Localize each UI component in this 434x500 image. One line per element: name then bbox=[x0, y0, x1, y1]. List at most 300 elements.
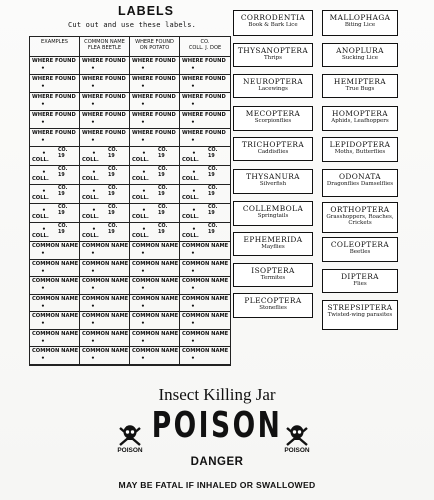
co-text: CO. bbox=[208, 186, 218, 191]
common-name-label bbox=[80, 347, 130, 364]
where-found-text: WHERE FOUND bbox=[182, 76, 226, 82]
order-label-coleoptera bbox=[322, 237, 398, 262]
bullet: • bbox=[141, 337, 145, 345]
common-name-text: COMMON NAME bbox=[82, 313, 129, 319]
common-name-text: COMMON NAME bbox=[182, 348, 229, 354]
bullet: • bbox=[142, 226, 146, 233]
skull-crossbones-icon bbox=[282, 423, 312, 459]
where-found-label bbox=[80, 57, 130, 74]
bullet: • bbox=[191, 320, 195, 327]
order-label-orthoptera bbox=[322, 202, 398, 233]
where-found-label bbox=[30, 57, 80, 74]
co-text: CO. bbox=[158, 148, 168, 153]
bullet: • bbox=[192, 207, 196, 214]
collector-label bbox=[80, 223, 130, 241]
co-text: CO. bbox=[58, 167, 68, 172]
common-name-text: COMMON NAME bbox=[182, 278, 229, 284]
order-label-plecoptera bbox=[233, 293, 313, 318]
bullet: • bbox=[91, 65, 95, 72]
coll-text: COLL. bbox=[32, 176, 49, 182]
where-found-text: WHERE FOUND bbox=[132, 94, 176, 100]
order-name: MALLOPHAGA bbox=[329, 13, 391, 22]
skull-caption-left: POISON bbox=[117, 447, 143, 454]
coll-text: COLL. bbox=[32, 195, 49, 201]
order-label-neuroptera bbox=[233, 74, 313, 98]
order-label-diptera bbox=[322, 269, 398, 293]
label-row bbox=[30, 330, 230, 348]
co-text: CO. bbox=[58, 148, 68, 153]
year-text: 19 bbox=[158, 173, 165, 178]
collector-label bbox=[180, 166, 230, 184]
collector-label bbox=[130, 147, 180, 165]
bullet: • bbox=[91, 285, 95, 292]
collector-label bbox=[130, 185, 180, 203]
where-found-text: WHERE FOUND bbox=[82, 76, 126, 82]
common-name-text: COMMON NAME bbox=[82, 243, 129, 249]
order-name: THYSANURA bbox=[246, 172, 300, 181]
bullet: • bbox=[41, 83, 45, 90]
order-name: MECOPTERA bbox=[245, 109, 301, 118]
bullet: • bbox=[41, 320, 45, 327]
common-name-text: COMMON NAME bbox=[182, 330, 229, 337]
coll-text: COLL. bbox=[132, 214, 149, 220]
order-label-mallophaga bbox=[322, 10, 398, 36]
label-row bbox=[30, 277, 230, 295]
labels-title: LABELS bbox=[118, 4, 174, 18]
bullet: • bbox=[142, 207, 146, 214]
order-name: PLECOPTERA bbox=[244, 296, 302, 305]
common-name-label bbox=[180, 295, 230, 312]
where-found-label bbox=[130, 111, 180, 128]
bullet: • bbox=[42, 169, 46, 176]
where-found-label bbox=[80, 111, 130, 128]
where-found-text: WHERE FOUND bbox=[132, 130, 176, 136]
bullet: • bbox=[41, 267, 45, 275]
label-header-cell bbox=[130, 37, 180, 56]
order-name: LEPIDOPTERA bbox=[329, 140, 391, 149]
label-header-cell bbox=[180, 37, 230, 56]
order-common-name: Grasshoppers, Roaches, Crickets bbox=[326, 214, 394, 227]
collector-label bbox=[180, 223, 230, 241]
label-header-cell bbox=[30, 37, 80, 56]
coll-text: COLL. bbox=[182, 214, 199, 220]
co-text: CO. bbox=[158, 224, 168, 229]
year-text: 19 bbox=[58, 211, 65, 216]
common-name-label bbox=[80, 312, 130, 329]
year-text: 19 bbox=[158, 154, 165, 159]
header-text: CO. COLL. J. DOE bbox=[188, 39, 222, 51]
year-text: 19 bbox=[208, 154, 215, 159]
co-text: CO. bbox=[58, 205, 68, 210]
co-text: CO. bbox=[108, 205, 118, 210]
order-label-ephemerida bbox=[233, 232, 313, 256]
bullet: • bbox=[141, 83, 145, 90]
collector-label bbox=[30, 223, 80, 241]
common-name-text: COMMON NAME bbox=[82, 278, 129, 284]
bullet: • bbox=[91, 83, 95, 90]
bullet: • bbox=[41, 119, 45, 126]
common-name-label bbox=[30, 277, 80, 294]
common-name-label bbox=[80, 260, 130, 277]
label-row bbox=[30, 295, 230, 313]
poison-heading: POISON bbox=[151, 405, 283, 446]
common-name-text: COMMON NAME bbox=[132, 295, 179, 302]
order-name: THYSANOPTERA bbox=[237, 46, 309, 55]
collector-label bbox=[80, 185, 130, 203]
bullet: • bbox=[141, 267, 145, 275]
bullet: • bbox=[191, 267, 195, 275]
year-text: 19 bbox=[158, 211, 165, 216]
collector-label bbox=[30, 147, 80, 165]
common-name-text: COMMON NAME bbox=[132, 330, 179, 337]
label-row bbox=[30, 129, 230, 147]
co-text: CO. bbox=[158, 205, 168, 210]
common-name-label bbox=[80, 330, 130, 347]
order-label-collembola bbox=[233, 201, 313, 226]
label-row bbox=[30, 347, 230, 365]
common-name-text: COMMON NAME bbox=[182, 260, 229, 267]
bullet: • bbox=[91, 119, 95, 126]
bullet: • bbox=[191, 337, 195, 345]
common-name-label bbox=[130, 242, 180, 259]
year-text: 19 bbox=[208, 173, 215, 178]
bullet: • bbox=[191, 137, 195, 144]
common-name-text: COMMON NAME bbox=[82, 260, 129, 267]
danger-text: DANGER bbox=[190, 456, 244, 468]
order-name: COLLEMBOLA bbox=[242, 204, 304, 213]
common-name-label bbox=[30, 295, 80, 312]
where-found-text: WHERE FOUND bbox=[32, 94, 76, 100]
bullet: • bbox=[92, 188, 96, 195]
common-name-label bbox=[180, 312, 230, 329]
bullet: • bbox=[91, 250, 95, 257]
collector-label bbox=[180, 204, 230, 222]
bullet: • bbox=[191, 119, 195, 126]
bullet: • bbox=[41, 355, 45, 362]
bullet: • bbox=[141, 355, 145, 362]
bullet: • bbox=[192, 150, 196, 157]
co-text: CO. bbox=[208, 148, 218, 153]
order-common-name: Twisted-wing parasites bbox=[327, 312, 393, 318]
label-header-cell bbox=[80, 37, 130, 56]
common-name-text: COMMON NAME bbox=[132, 243, 179, 249]
co-text: CO. bbox=[108, 224, 118, 229]
co-text: CO. bbox=[58, 224, 68, 229]
collector-label bbox=[80, 166, 130, 184]
year-text: 19 bbox=[108, 154, 115, 159]
order-common-name: Sucking Lice bbox=[341, 55, 379, 61]
order-common-name: Dragonflies Damselflies bbox=[326, 181, 394, 187]
common-name-label bbox=[130, 347, 180, 364]
order-common-name: Flies bbox=[353, 281, 367, 287]
common-name-text: COMMON NAME bbox=[182, 295, 229, 302]
year-text: 19 bbox=[158, 192, 165, 197]
label-row bbox=[30, 93, 230, 111]
where-found-text: WHERE FOUND bbox=[182, 94, 226, 100]
year-text: 19 bbox=[58, 154, 65, 159]
where-found-text: WHERE FOUND bbox=[82, 58, 126, 64]
warning-text: MAY BE FATAL IF INHALED OR SWALLOWED bbox=[118, 480, 316, 490]
bullet: • bbox=[191, 101, 195, 108]
where-found-label bbox=[30, 111, 80, 128]
coll-text: COLL. bbox=[32, 157, 49, 163]
year-text: 19 bbox=[58, 173, 65, 178]
label-row bbox=[30, 75, 230, 93]
order-label-odonata bbox=[322, 169, 398, 197]
label-row bbox=[30, 166, 230, 185]
order-label-trichoptera bbox=[233, 137, 313, 161]
collector-label bbox=[130, 204, 180, 222]
where-found-text: WHERE FOUND bbox=[32, 58, 76, 64]
bullet: • bbox=[41, 65, 45, 72]
labels-grid bbox=[29, 36, 231, 366]
order-common-name: Beetles bbox=[349, 249, 371, 255]
bullet: • bbox=[41, 285, 45, 292]
where-found-text: WHERE FOUND bbox=[82, 130, 126, 136]
common-name-label bbox=[180, 347, 230, 364]
where-found-label bbox=[130, 75, 180, 92]
common-name-label bbox=[30, 347, 80, 364]
order-common-name: Caddisflies bbox=[257, 149, 289, 155]
where-found-text: WHERE FOUND bbox=[32, 76, 76, 82]
where-found-text: WHERE FOUND bbox=[82, 94, 126, 100]
order-common-name: Biting Lice bbox=[344, 22, 376, 28]
bullet: • bbox=[141, 137, 145, 144]
order-common-name: Aphids, Leafhoppers bbox=[331, 118, 389, 124]
common-name-text: COMMON NAME bbox=[182, 243, 229, 249]
common-name-label bbox=[130, 312, 180, 329]
where-found-text: WHERE FOUND bbox=[182, 130, 226, 136]
order-name: EPHEMERIDA bbox=[243, 235, 303, 244]
coll-text: COLL. bbox=[182, 233, 199, 239]
where-found-label bbox=[130, 93, 180, 110]
common-name-label bbox=[80, 277, 130, 294]
bullet: • bbox=[191, 285, 195, 292]
order-label-homoptera bbox=[322, 106, 398, 131]
label-row bbox=[30, 260, 230, 278]
bullet: • bbox=[42, 150, 46, 157]
bullet: • bbox=[141, 101, 145, 108]
order-name: TRICHOPTERA bbox=[241, 140, 305, 149]
coll-text: COLL. bbox=[132, 195, 149, 201]
order-label-hemiptera bbox=[322, 74, 398, 98]
where-found-text: WHERE FOUND bbox=[182, 112, 226, 118]
order-common-name: Book & Bark Lice bbox=[248, 22, 298, 28]
order-name: ORTHOPTERA bbox=[330, 205, 390, 214]
header-text: WHERE FOUND ON POTATO bbox=[135, 39, 174, 51]
order-common-name: Mayflies bbox=[261, 244, 285, 250]
common-name-label bbox=[80, 295, 130, 312]
order-name: ODONATA bbox=[338, 172, 382, 181]
order-common-name: Springtails bbox=[257, 213, 289, 219]
bullet: • bbox=[42, 207, 46, 214]
collector-label bbox=[30, 185, 80, 203]
common-name-text: COMMON NAME bbox=[82, 295, 129, 302]
order-label-thysanura bbox=[233, 169, 313, 194]
common-name-label bbox=[30, 242, 80, 259]
skull-crossbones-icon bbox=[115, 423, 145, 459]
skull-caption-right: POISON bbox=[284, 447, 310, 454]
where-found-label bbox=[180, 93, 230, 110]
order-label-corrodentia bbox=[233, 10, 313, 36]
order-label-isoptera bbox=[233, 263, 313, 287]
where-found-text: WHERE FOUND bbox=[82, 112, 126, 118]
order-name: CORRODENTIA bbox=[240, 13, 306, 22]
bullet: • bbox=[92, 207, 96, 214]
year-text: 19 bbox=[208, 211, 215, 216]
where-found-label bbox=[180, 57, 230, 74]
order-name: STREPSIPTERA bbox=[327, 303, 393, 312]
bullet: • bbox=[141, 302, 145, 310]
bullet: • bbox=[92, 226, 96, 233]
common-name-label bbox=[80, 242, 130, 259]
label-row bbox=[30, 312, 230, 330]
order-label-anoplura bbox=[322, 43, 398, 67]
common-name-label bbox=[30, 312, 80, 329]
bullet: • bbox=[92, 150, 96, 157]
order-name: ISOPTERA bbox=[251, 266, 295, 275]
collector-label bbox=[130, 166, 180, 184]
common-name-text: COMMON NAME bbox=[32, 348, 79, 354]
bullet: • bbox=[141, 285, 145, 292]
header-text: EXAMPLES bbox=[41, 39, 68, 45]
collector-label bbox=[130, 223, 180, 241]
coll-text: COLL. bbox=[82, 233, 99, 239]
bullet: • bbox=[91, 137, 95, 144]
order-common-name: Scorpionflies bbox=[254, 118, 292, 124]
label-row bbox=[30, 37, 230, 57]
bullet: • bbox=[141, 320, 145, 327]
bullet: • bbox=[41, 137, 45, 144]
bullet: • bbox=[91, 320, 95, 327]
coll-text: COLL. bbox=[132, 176, 149, 182]
common-name-text: COMMON NAME bbox=[32, 295, 79, 302]
collector-label bbox=[80, 147, 130, 165]
common-name-label bbox=[30, 260, 80, 277]
where-found-text: WHERE FOUND bbox=[32, 112, 76, 118]
coll-text: COLL. bbox=[82, 176, 99, 182]
order-common-name: Moths, Butterflies bbox=[334, 149, 386, 155]
co-text: CO. bbox=[208, 205, 218, 210]
bullet: • bbox=[42, 226, 46, 233]
order-name: ANOPLURA bbox=[336, 46, 384, 55]
bullet: • bbox=[141, 119, 145, 126]
year-text: 19 bbox=[108, 230, 115, 235]
co-text: CO. bbox=[158, 167, 168, 172]
order-common-name: Termites bbox=[260, 275, 286, 281]
bullet: • bbox=[191, 250, 195, 257]
bullet: • bbox=[41, 302, 45, 310]
where-found-label bbox=[180, 129, 230, 146]
coll-text: COLL. bbox=[32, 233, 49, 239]
bullet: • bbox=[92, 169, 96, 176]
order-name: HOMOPTERA bbox=[332, 109, 388, 118]
where-found-label bbox=[130, 57, 180, 74]
collector-label bbox=[30, 166, 80, 184]
co-text: CO. bbox=[58, 186, 68, 191]
where-found-label bbox=[180, 75, 230, 92]
common-name-text: COMMON NAME bbox=[32, 243, 79, 249]
labels-subtitle: Cut out and use these labels. bbox=[68, 21, 197, 29]
bullet: • bbox=[192, 188, 196, 195]
year-text: 19 bbox=[108, 173, 115, 178]
order-label-strepsiptera bbox=[322, 300, 398, 330]
year-text: 19 bbox=[158, 230, 165, 235]
bullet: • bbox=[191, 302, 195, 310]
label-row bbox=[30, 147, 230, 166]
co-text: CO. bbox=[108, 148, 118, 153]
common-name-text: COMMON NAME bbox=[132, 260, 179, 267]
bullet: • bbox=[91, 355, 95, 362]
year-text: 19 bbox=[108, 211, 115, 216]
common-name-label bbox=[180, 277, 230, 294]
order-name: NEUROPTERA bbox=[243, 77, 303, 86]
bullet: • bbox=[91, 101, 95, 108]
where-found-label bbox=[80, 129, 130, 146]
order-common-name: Stoneflies bbox=[259, 305, 287, 311]
bullet: • bbox=[142, 150, 146, 157]
bullet: • bbox=[192, 169, 196, 176]
common-name-text: COMMON NAME bbox=[32, 278, 79, 284]
co-text: CO. bbox=[208, 224, 218, 229]
where-found-text: WHERE FOUND bbox=[132, 112, 176, 118]
coll-text: COLL. bbox=[32, 214, 49, 220]
where-found-label bbox=[180, 111, 230, 128]
common-name-label bbox=[130, 260, 180, 277]
common-name-text: COMMON NAME bbox=[32, 260, 79, 267]
jar-title: Insect Killing Jar bbox=[158, 385, 276, 404]
where-found-label bbox=[80, 93, 130, 110]
common-name-label bbox=[130, 330, 180, 347]
bullet: • bbox=[142, 188, 146, 195]
common-name-label bbox=[130, 277, 180, 294]
year-text: 19 bbox=[108, 192, 115, 197]
bullet: • bbox=[42, 188, 46, 195]
order-name: DIPTERA bbox=[341, 272, 379, 281]
co-text: CO. bbox=[158, 186, 168, 191]
coll-text: COLL. bbox=[182, 157, 199, 163]
year-text: 19 bbox=[58, 230, 65, 235]
label-row bbox=[30, 204, 230, 223]
where-found-text: WHERE FOUND bbox=[182, 58, 226, 64]
common-name-text: COMMON NAME bbox=[32, 313, 79, 319]
coll-text: COLL. bbox=[82, 195, 99, 201]
collector-label bbox=[80, 204, 130, 222]
bullet: • bbox=[142, 169, 146, 176]
label-row bbox=[30, 223, 230, 242]
coll-text: COLL. bbox=[132, 157, 149, 163]
common-name-text: COMMON NAME bbox=[132, 348, 179, 354]
order-common-name: Silverfish bbox=[259, 181, 287, 187]
common-name-label bbox=[180, 260, 230, 277]
common-name-text: COMMON NAME bbox=[132, 313, 179, 319]
common-name-label bbox=[130, 295, 180, 312]
coll-text: COLL. bbox=[132, 233, 149, 239]
common-name-label bbox=[30, 330, 80, 347]
where-found-label bbox=[80, 75, 130, 92]
year-text: 19 bbox=[208, 192, 215, 197]
common-name-text: COMMON NAME bbox=[82, 330, 129, 337]
order-common-name: Lacewings bbox=[258, 86, 288, 92]
common-name-label bbox=[180, 330, 230, 347]
where-found-label bbox=[30, 75, 80, 92]
label-row bbox=[30, 185, 230, 204]
co-text: CO. bbox=[108, 167, 118, 172]
bullet: • bbox=[41, 337, 45, 345]
bullet: • bbox=[91, 337, 95, 345]
coll-text: COLL. bbox=[82, 214, 99, 220]
where-found-text: WHERE FOUND bbox=[132, 76, 176, 82]
